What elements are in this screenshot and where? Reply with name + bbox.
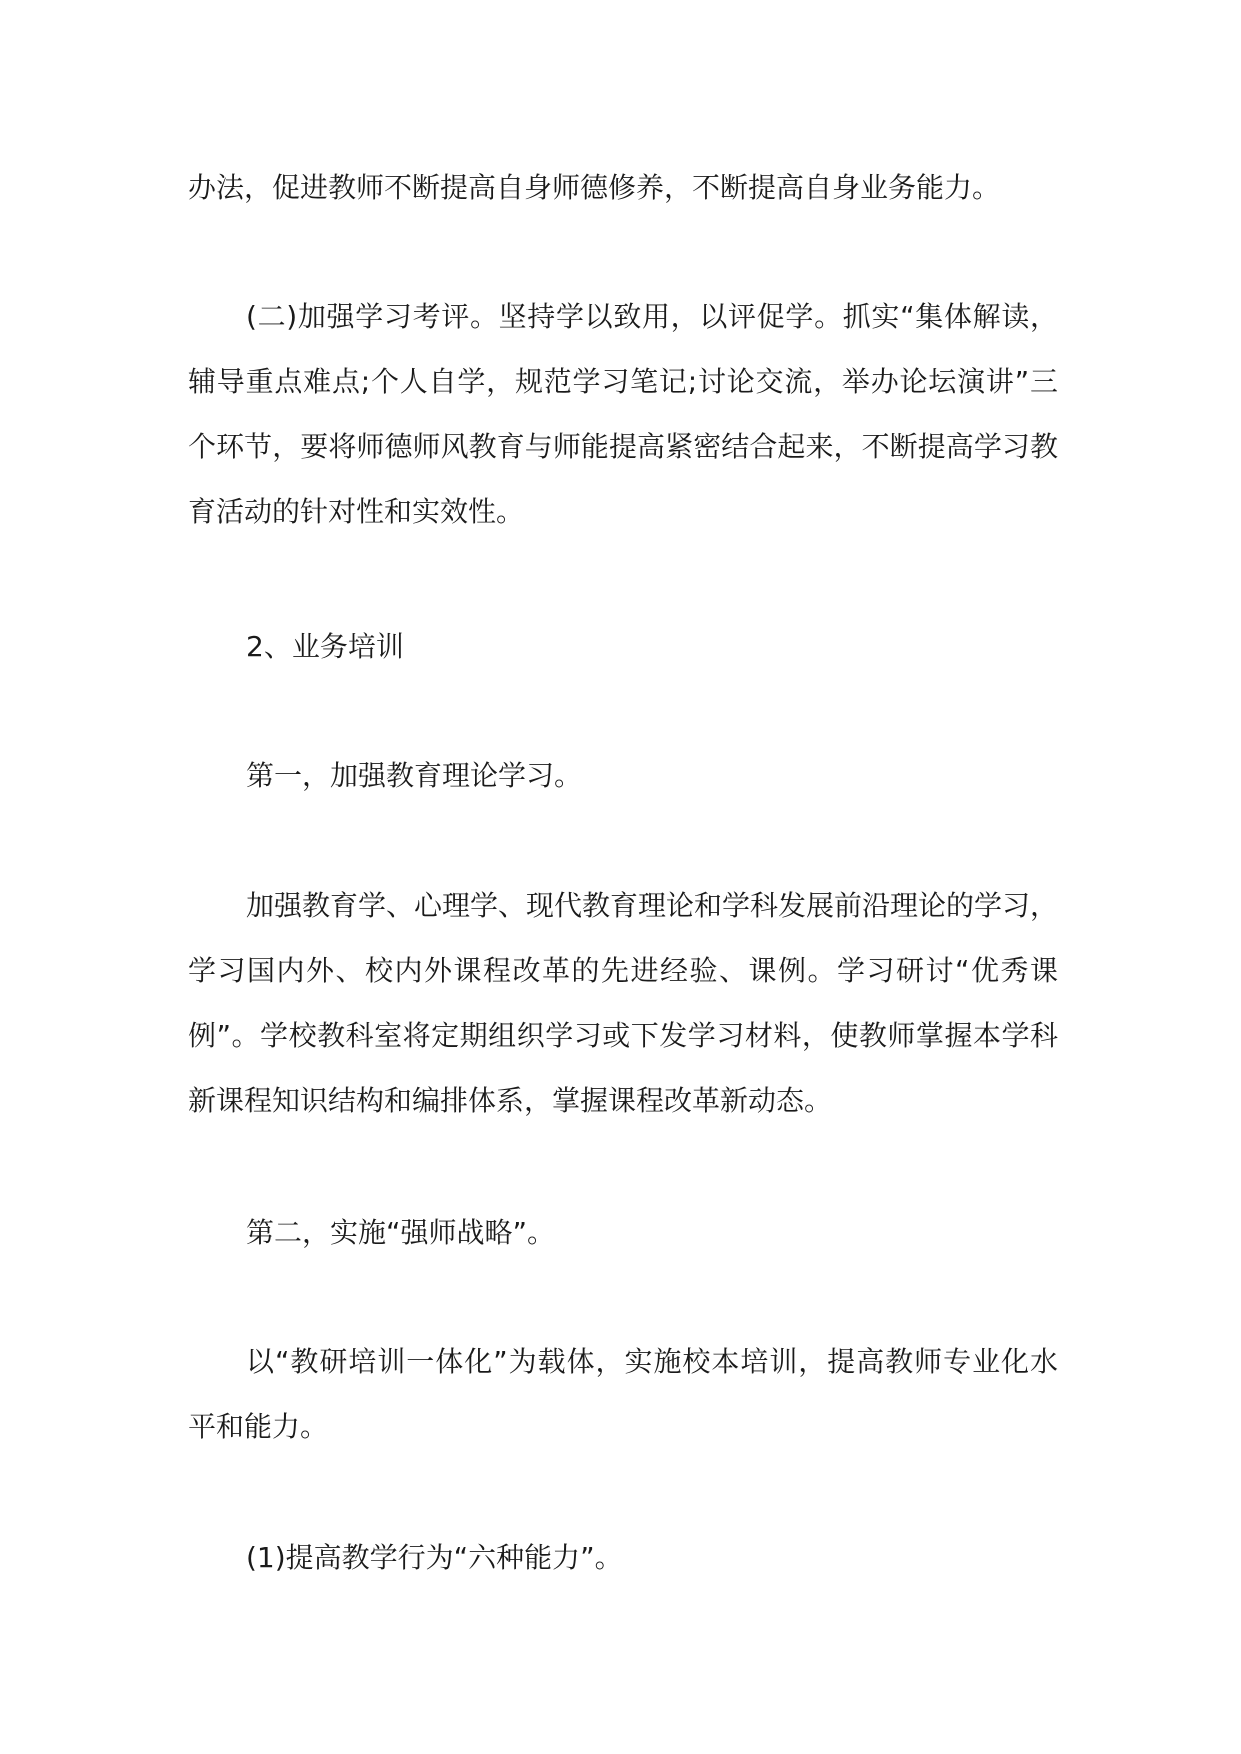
paragraph-school-training: 以“教研培训一体化”为载体，实施校本培训，提高教师专业化水平和能力。 [188,1345,1058,1443]
paragraph-second-point: 第二，实施“强师战略”。 [246,1216,556,1249]
paragraph-first-point: 第一，加强教育理论学习。 [246,759,583,792]
paragraph-continuation: 办法，促进教师不断提高自身师德修养，不断提高自身业务能力。 [188,171,1001,204]
paragraph-six-abilities: (1)提高教学行为“六种能力”。 [246,1541,623,1574]
paragraph-study-evaluation: (二)加强学习考评。坚持学以致用，以评促学。抓实“集体解读，辅导重点难点;个人自学，规范学习笔记;讨论交流，举办论坛演讲”三个环节，要将师德师风教育与师能提高紧密结合起来，不断提高学习教育活动的针对性和实效性。 [188,300,1058,528]
paragraph-theory-study: 加强教育学、心理学、现代教育理论和学科发展前沿理论的学习，学习国内外、校内外课程改革的先进经验、课例。学习研讨“优秀课例”。学校教科室将定期组织学习或下发学习材料，使教师掌握本学科新课程知识结构和编排体系，掌握课程改革新动态。 [188,889,1059,1117]
section-heading-business-training: 2、业务培训 [246,630,404,663]
